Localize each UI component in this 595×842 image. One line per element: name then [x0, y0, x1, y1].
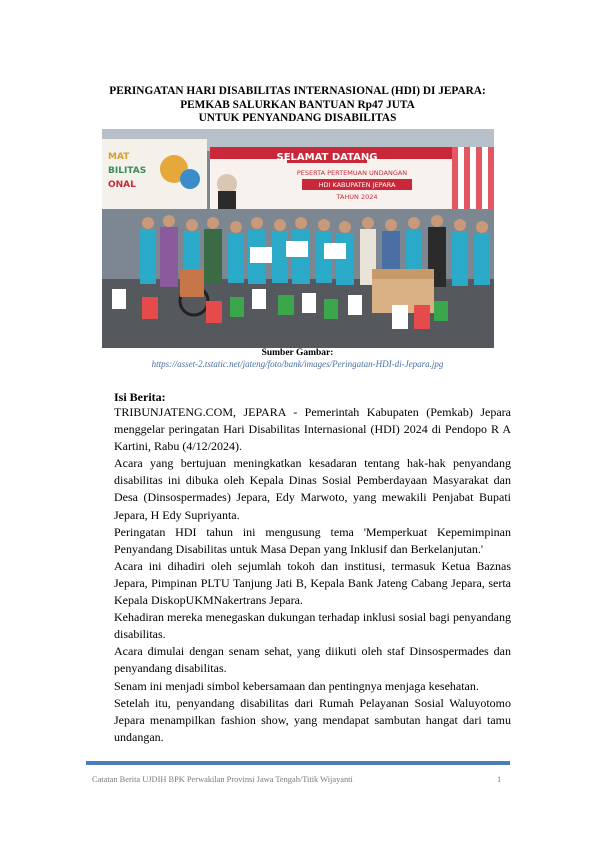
svg-text:ONAL: ONAL [108, 180, 136, 190]
article-body [114, 404, 511, 746]
banner-welcome-text: SELAMAT DATANG [276, 152, 378, 163]
title-line-3: UNTUK PENYANDANG DISABILITAS [198, 112, 397, 124]
svg-text:HDI KABUPATEN JEPARA: HDI KABUPATEN JEPARA [318, 181, 396, 189]
paragraph: TRIBUNJATENG.COM, JEPARA - Pemerintah Kabupaten (Pemkab) Jepara menggelar peringatan Hari Disabilitas Internasional (HDI) 2024 di Pendopo R A Kartini, Rabu (4/12/2024). [114, 405, 511, 454]
page-number: 1 [497, 775, 502, 784]
paragraph: Peringatan HDI tahun ini mengusung tema 'Memperkuat Kepemimpinan Penyandang Disabilitas untuk Masa Depan yang Inklusif dan Berkelanjutan.' [114, 524, 511, 556]
image-source-url[interactable]: https://asset-2.tstatic.net/jateng/foto/bank/images/Peringatan-HDI-di-Jepara.jpg [151, 359, 444, 369]
image-source-label: Sumber Gambar: [261, 348, 334, 358]
paragraph: Kehadiran mereka menegaskan dukungan terhadap inklusi sosial bagi penyandang disabilitas. [114, 610, 511, 642]
paragraph: Acara dimulai dengan senam sehat, yang diikuti oleh staf Dinsospermades dan penyandang disabilitas. [114, 644, 511, 676]
footer-text: Catatan Berita UJDIH BPK Perwakilan Provinsi Jawa Tengah/Titik Wijayanti [92, 775, 353, 784]
title-line-2: PEMKAB SALURKAN BANTUAN Rp47 JUTA [180, 98, 415, 111]
paragraph: Senam ini menjadi simbol kebersamaan dan pentingnya menjaga kesehatan. [114, 678, 479, 693]
event-photo [102, 129, 494, 348]
paragraph: Acara yang bertujuan meningkatkan kesadaran tentang hak-hak penyandang disabilitas ini dibuka oleh Kepala Dinas Sosial Pemberdayaan Masyarakat dan Desa (Dinsospermades) Jepara, Edy Marwoto, yang mewakili Penjabat Bupati Jepara, H Edy Supriyanta. [114, 456, 511, 522]
article-title [60, 85, 535, 126]
event-photo-illustration [102, 129, 494, 348]
section-heading: Isi Berita: [114, 390, 166, 404]
footer-divider [86, 761, 510, 765]
svg-text:PESERTA PERTEMUAN UNDANGAN: PESERTA PERTEMUAN UNDANGAN [296, 169, 408, 177]
paragraph: Acara ini dihadiri oleh sejumlah tokoh dan institusi, termasuk Ketua Baznas Jepara, Pimpinan PLTU Tanjung Jati B, Kepala Bank Jateng Cabang Jepara, serta Kepala DiskopUKMNakertrans Jepara. [114, 558, 511, 608]
svg-text:TAHUN 2024: TAHUN 2024 [336, 193, 378, 201]
svg-text:MAT: MAT [108, 152, 130, 162]
paragraph: Setelah itu, penyandang disabilitas dari Rumah Pelayanan Sosial Waluyotomo Jepara menampilkan fashion show, yang mendapat sambutan hangat dari tamu undangan. [114, 695, 511, 744]
svg-text:BILITAS: BILITAS [108, 166, 147, 176]
title-line-1: PERINGATAN HARI DISABILITAS INTERNASIONAL (HDI) DI JEPARA: [109, 85, 486, 97]
